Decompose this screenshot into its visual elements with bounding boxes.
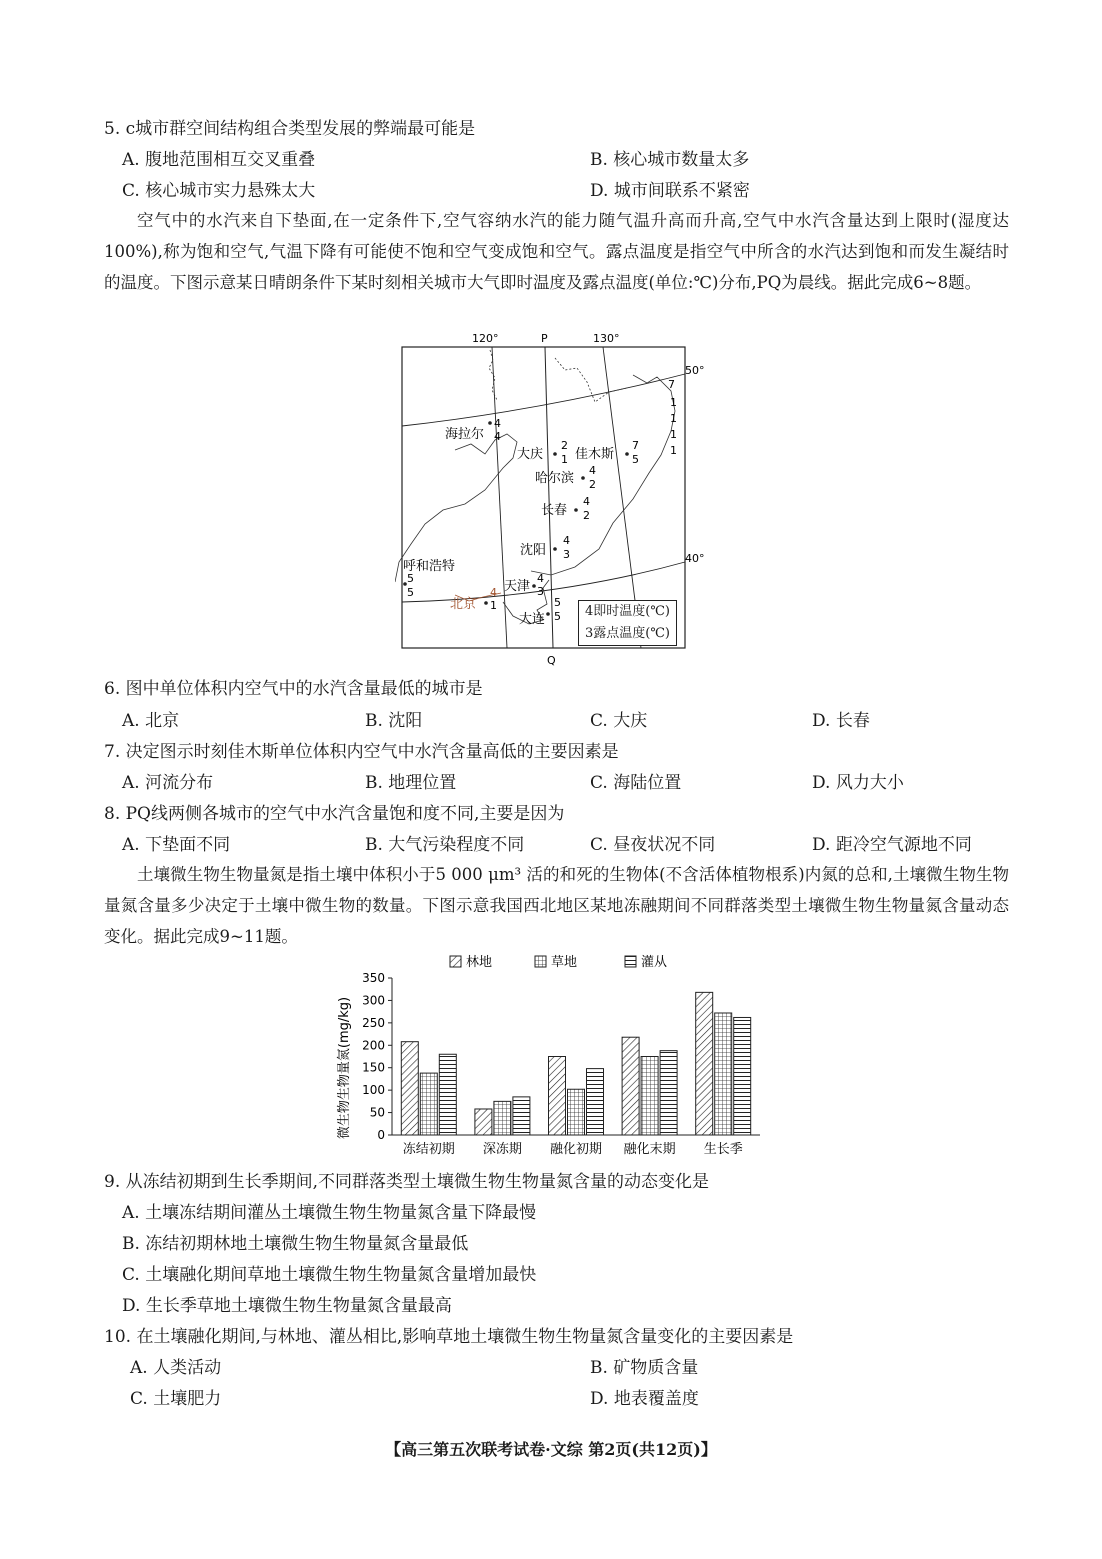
- city-beijing: 北京: [450, 597, 477, 612]
- q9-option-c: C. 土壤融化期间草地土壤微生物生物量氮含量增加最快: [122, 1265, 537, 1285]
- jiamusi-dew: 5: [632, 453, 639, 466]
- q8-option-b: B. 大气污染程度不同: [365, 835, 525, 855]
- y-tick-label: 200: [362, 1038, 385, 1053]
- city-tianjin: 天津: [504, 579, 531, 594]
- tianjin-temp: 4: [537, 572, 544, 585]
- legend-swatch: [450, 956, 461, 967]
- changchun-temp: 4: [583, 495, 590, 508]
- q5-option-b: B. 核心城市数量太多: [590, 150, 750, 170]
- q9-option-b: B. 冻结初期林地土壤微生物生物量氮含量最低: [122, 1234, 469, 1254]
- page-footer: 【高三第五次联考试卷·文综 第2页(共12页)】: [385, 1440, 717, 1459]
- hailar-dew: 4: [494, 430, 501, 443]
- city-hohhot: 呼和浩特: [403, 559, 456, 574]
- bar-灌从-融化初期: [587, 1069, 604, 1135]
- q5-stem: 5. c城市群空间结构组合类型发展的弊端最可能是: [104, 119, 476, 139]
- legend-label: 林地: [466, 955, 493, 970]
- q7-option-d: D. 风力大小: [812, 773, 904, 793]
- q10-option-c: C. 土壤肥力: [130, 1389, 222, 1409]
- q7-option-b: B. 地理位置: [365, 773, 457, 793]
- bar-草地-深冻期: [494, 1101, 511, 1135]
- shenyang-temp: 4: [563, 534, 570, 547]
- daqing-temp: 2: [561, 439, 568, 452]
- q6-option-a: A. 北京: [122, 711, 180, 731]
- q6-option-c: C. 大庆: [590, 711, 648, 731]
- q7-option-a: A. 河流分布: [122, 773, 214, 793]
- bar-灌从-融化末期: [660, 1051, 677, 1135]
- dalian-dew: 5: [554, 610, 561, 623]
- lat-label-50: 50°: [685, 364, 705, 377]
- legend-label: 草地: [551, 955, 578, 970]
- q-label: Q: [547, 654, 556, 667]
- legend-temp: 4即时温度(℃): [585, 604, 670, 619]
- lon-label-p: P: [541, 332, 548, 345]
- q10-option-b: B. 矿物质含量: [590, 1358, 699, 1378]
- coast-mark: 1: [670, 412, 677, 425]
- bar-草地-融化初期: [568, 1089, 585, 1135]
- q5-option-a: A. 腹地范围相互交叉重叠: [122, 150, 316, 170]
- q10-stem: 10. 在土壤融化期间,与林地、灌丛相比,影响草地土壤微生物生物量氮含量变化的主要因素是: [104, 1327, 794, 1347]
- y-tick-label: 350: [362, 971, 385, 985]
- bar-灌从-冻结初期: [439, 1054, 456, 1135]
- coast-mark: 1: [670, 396, 677, 409]
- x-tick-label: 生长季: [703, 1142, 743, 1157]
- hailar-temp: 4: [494, 417, 501, 430]
- jiamusi-temp: 7: [632, 439, 639, 452]
- q5-option-d: D. 城市间联系不紧密: [590, 181, 750, 201]
- daqing-dew: 1: [561, 453, 568, 466]
- x-tick-label: 融化末期: [623, 1142, 676, 1157]
- lon-label-130: 130°: [593, 332, 620, 345]
- harbin-temp: 4: [589, 464, 596, 477]
- bar-林地-深冻期: [475, 1109, 492, 1135]
- legend-swatch: [535, 956, 546, 967]
- shenyang-dew: 3: [563, 548, 570, 561]
- bar-灌从-生长季: [734, 1017, 751, 1135]
- hohhot-temp: 5: [407, 572, 414, 585]
- city-harbin: 哈尔滨: [535, 471, 575, 486]
- coast-mark: 1: [670, 428, 677, 441]
- city-daqing: 大庆: [517, 447, 544, 462]
- bar-林地-生长季: [696, 992, 713, 1135]
- q8-option-c: C. 昼夜状况不同: [590, 835, 716, 855]
- bar-林地-融化末期: [622, 1037, 639, 1135]
- q10-option-a: A. 人类活动: [130, 1358, 222, 1378]
- city-dalian: 大连: [519, 612, 546, 627]
- coast-mark: 1: [670, 444, 677, 457]
- y-tick-label: 150: [362, 1060, 385, 1075]
- parallel-50: [402, 374, 685, 426]
- city-hailar: 海拉尔: [445, 427, 485, 442]
- q8-option-d: D. 距冷空气源地不同: [812, 835, 972, 855]
- y-tick-label: 0: [377, 1128, 385, 1142]
- y-tick-label: 300: [362, 993, 385, 1008]
- passage-soil-nitrogen: 土壤微生物生物量氮是指土壤中体积小于5 000 μm³ 活的和死的生物体(不含活体植物根系)内氮的总和,土壤微生物生物量氮含量多少决定于土壤中微生物的数量。下图示意我国西北地区某地冻融期间不同群落类型土壤微生物生物量氮含量动态变化。据此完成9~11题。: [104, 865, 1009, 946]
- bar-草地-生长季: [715, 1013, 732, 1135]
- q9-option-d: D. 生长季草地土壤微生物生物量氮含量最高: [122, 1296, 452, 1316]
- chart-legend: [450, 954, 667, 970]
- city-changchun: 长春: [541, 503, 568, 518]
- q9-option-a: A. 土壤冻结期间灌丛土壤微生物生物量氮含量下降最慢: [122, 1203, 537, 1223]
- y-tick-label: 250: [362, 1015, 385, 1030]
- tianjin-dew: 3: [537, 585, 544, 598]
- legend-label: 灌从: [641, 955, 668, 970]
- y-tick-label: 100: [362, 1083, 385, 1098]
- q6-option-d: D. 长春: [812, 711, 870, 731]
- bar-林地-融化初期: [549, 1057, 566, 1136]
- lon-label-120: 120°: [472, 332, 499, 345]
- q8-stem: 8. PQ线两侧各城市的空气中水汽含量饱和度不同,主要是因为: [104, 804, 565, 824]
- q8-option-a: A. 下垫面不同: [122, 835, 231, 855]
- q6-stem: 6. 图中单位体积内空气中的水汽含量最低的城市是: [104, 679, 483, 699]
- hohhot-dew: 5: [407, 586, 414, 599]
- q7-option-c: C. 海陆位置: [590, 773, 682, 793]
- soil-nitrogen-bar-chart: [330, 948, 790, 1168]
- bar-林地-冻结初期: [401, 1042, 418, 1135]
- q9-stem: 9. 从冻结初期到生长季期间,不同群落类型土壤微生物生物量氮含量的动态变化是: [104, 1172, 710, 1192]
- x-tick-label: 冻结初期: [402, 1142, 455, 1157]
- q7-stem: 7. 决定图示时刻佳木斯单位体积内空气中水汽含量高低的主要因素是: [104, 742, 619, 762]
- y-axis-label: 微生物生物量氮(mg/kg): [337, 996, 352, 1140]
- legend-swatch: [625, 956, 636, 967]
- terminator-pq: [545, 347, 553, 648]
- beijing-temp: 4: [490, 586, 497, 599]
- bar-草地-融化末期: [641, 1057, 658, 1136]
- legend-dew: 3露点温度(℃): [585, 626, 670, 641]
- bar-灌从-深冻期: [513, 1097, 530, 1135]
- y-tick-label: 50: [369, 1105, 385, 1120]
- passage-dew-point: 空气中的水汽来自下垫面,在一定条件下,空气容纳水汽的能力随气温升高而升高,空气中水汽含量达到上限时(湿度达100%),称为饱和空气,气温下降有可能使不饱和空气变成饱和空气。露点温度是指空气中所含的水汽达到饱和而发生凝结时的温度。下图示意某日晴朗条件下某时刻相关城市大气即时温度及露点温度(单位:℃)分布,PQ为晨线。据此完成6~8题。: [104, 211, 1009, 292]
- x-tick-label: 深冻期: [482, 1142, 522, 1157]
- q5-option-c: C. 核心城市实力悬殊太大: [122, 181, 316, 201]
- city-jiamusi: 佳木斯: [575, 447, 615, 462]
- dalian-temp: 5: [554, 596, 561, 609]
- x-tick-label: 融化初期: [549, 1142, 603, 1157]
- bar-草地-冻结初期: [420, 1073, 437, 1135]
- harbin-dew: 2: [589, 478, 596, 491]
- q6-option-b: B. 沈阳: [365, 711, 423, 731]
- city-shenyang: 沈阳: [520, 543, 547, 558]
- q10-option-d: D. 地表覆盖度: [590, 1389, 699, 1409]
- map-legend: [578, 600, 677, 646]
- changchun-dew: 2: [583, 509, 590, 522]
- coast-mark: 7: [668, 378, 675, 391]
- beijing-dew: 1: [490, 599, 497, 612]
- lat-label-40: 40°: [685, 552, 705, 565]
